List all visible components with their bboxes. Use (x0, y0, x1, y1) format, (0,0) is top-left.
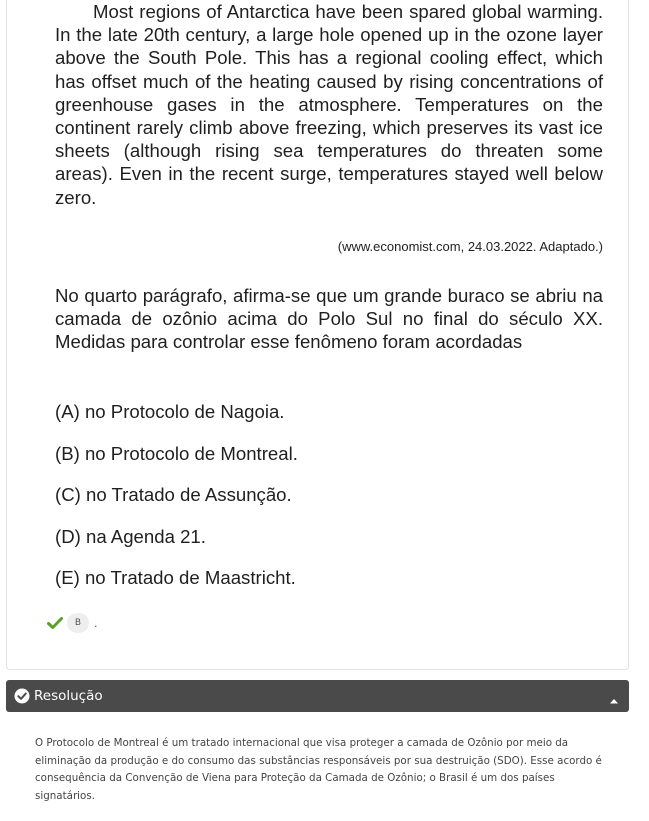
question-text: No quarto parágrafo, afirma-se que um grande buraco se abriu na camada de ozônio acima do Polo Sul no final do século XX. Medidas para controlar esse fenômeno foram acordadas (55, 285, 603, 353)
option-b: (B) no Protocolo de Montreal. (55, 442, 298, 464)
resolution-body: O Protocolo de Montreal é um tratado internacional que visa proteger a camada de Ozônio por meio da eliminação da produção e do consumo das substâncias responsáveis por sua destruição (SDO). Esse acordo é consequência da Convenção de Viena para Proteção da Camada de Ozônio; o Brasil é um dos países signatários. (35, 737, 602, 802)
answer-suffix: . (94, 616, 98, 630)
circle-check-icon (14, 688, 30, 704)
answer-badge: B (67, 613, 89, 633)
source-citation: (www.economist.com, 24.03.2022. Adaptado.) (337, 239, 603, 254)
option-e: (E) no Tratado de Maastricht. (55, 567, 296, 588)
option-d: (D) na Agenda 21. (55, 525, 206, 547)
option-a: (A) no Protocolo de Nagoia. (55, 401, 285, 422)
question-card (6, 0, 629, 670)
passage-text: Most regions of Antarctica have been spared global warming. In the late 20th century, a large hole opened up in the ozone layer above the South Pole. This has a regional cooling effect, which has offset much of the heating caused by rising concentrations of greenhouse gases in the atmosphere. Temperatures on the continent rarely climb above freezing, which preserves its vast ice sheets (although rising sea temperatures do threaten some areas). Even in the recent surge, temperatures stayed well below zero. (55, 1, 603, 208)
answer-row (47, 612, 98, 634)
resolution-title: Resolução (34, 688, 103, 704)
option-c: (C) no Tratado de Assunção. (55, 484, 292, 505)
options-list (55, 400, 603, 608)
caret-up-icon[interactable] (609, 692, 619, 700)
check-icon (47, 615, 63, 631)
resolution-toggle[interactable] (6, 680, 629, 712)
